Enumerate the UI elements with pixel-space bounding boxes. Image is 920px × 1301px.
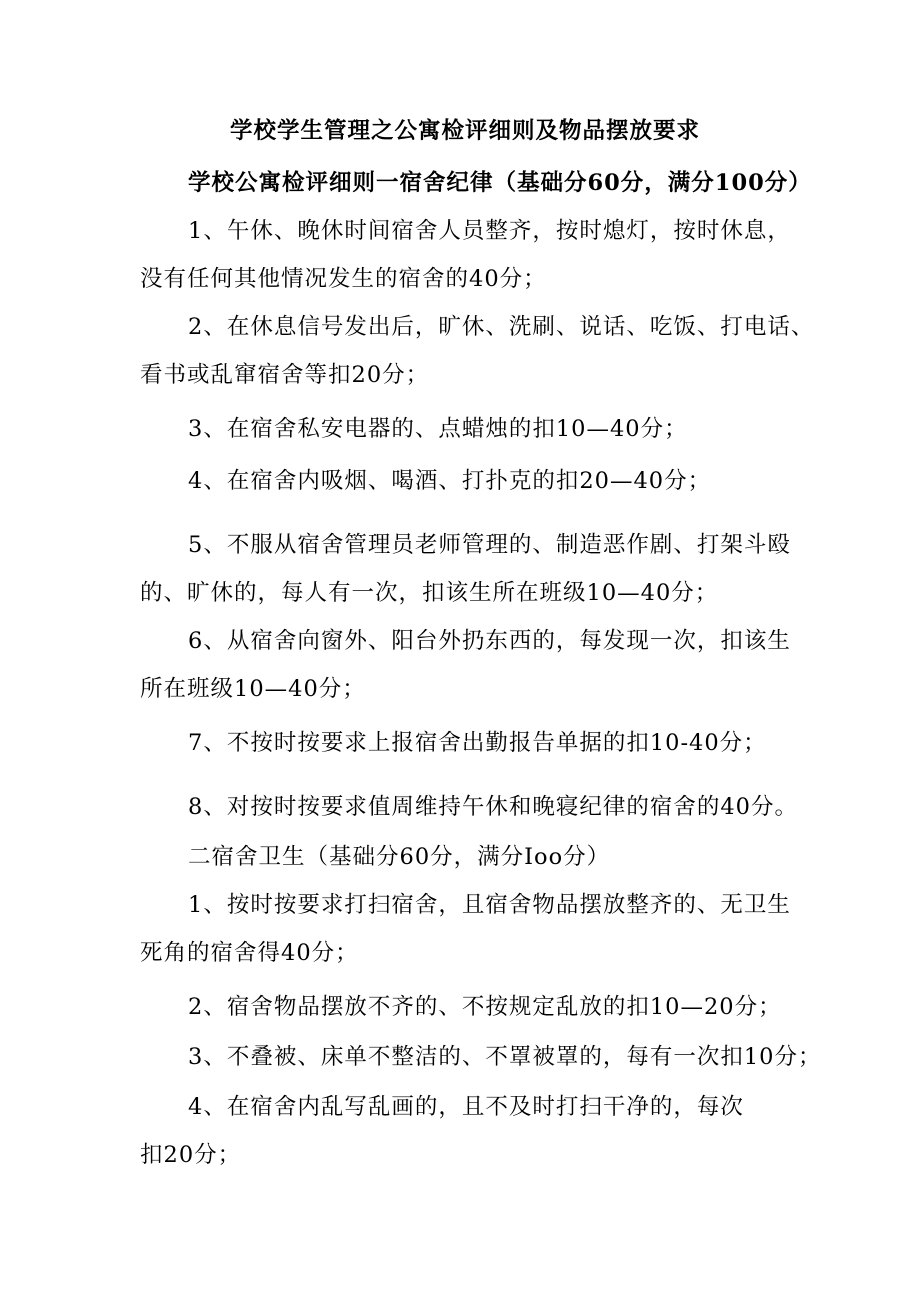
section2-item-1-line1: 1、按时按要求打扫宿舍，且宿舍物品摆放整齐的、无卫生 [188, 892, 791, 918]
section1-item-5-line2: 的、旷休的，每人有一次，扣该生所在班级10—40分； [140, 580, 719, 606]
section1-item-7: 7、不按时按要求上报宿舍出勤报告单据的扣10-40分； [188, 730, 767, 756]
section1-item-6-line1: 6、从宿舍向窗外、阳台外扔东西的，每发现一次，扣该生 [188, 628, 791, 654]
section1-item-1-line2: 没有任何其他情况发生的宿舍的40分； [140, 266, 547, 292]
section2-heading: 二宿舍卫生（基础分60分，满分Ioo分） [188, 844, 611, 870]
section2-item-4-line1: 4、在宿舍内乱写乱画的，且不及时打扫干净的，每次 [188, 1094, 744, 1120]
section1-item-2-line2: 看书或乱窜宿舍等扣20分； [140, 362, 430, 388]
section1-heading: 学校公寓检评细则一宿舍纪律（基础分60分，满分100分） [188, 170, 812, 196]
section1-item-4: 4、在宿舍内吸烟、喝酒、打扑克的扣20—40分； [188, 468, 712, 494]
section1-item-2-line1: 2、在休息信号发出后，旷休、洗刷、说话、吃饭、打电话、 [188, 314, 815, 340]
section2-item-3: 3、不叠被、床单不整洁的、不罩被罩的，每有一次扣10分； [188, 1044, 822, 1070]
document-title: 学校学生管理之公寓检评细则及物品摆放要求 [230, 118, 701, 144]
section1-item-1-line1: 1、午休、晚休时间宿舍人员整齐，按时熄灯，按时休息， [188, 218, 791, 244]
section1-item-5-line1: 5、不服从宿舍管理员老师管理的、制造恶作剧、打架斗殴 [188, 532, 791, 558]
section2-item-2: 2、宿舍物品摆放不齐的、不按规定乱放的扣10—20分； [188, 994, 782, 1020]
section1-item-8: 8、对按时按要求值周维持午休和晚寝纪律的宿舍的40分。 [188, 794, 798, 820]
section1-item-6-line2: 所在班级10—40分； [140, 676, 366, 702]
section1-item-3: 3、在宿舍私安电器的、点蜡烛的扣10—40分； [188, 416, 688, 442]
section2-item-4-line2: 扣20分； [140, 1142, 242, 1168]
section2-item-1-line2: 死角的宿舍得40分； [140, 940, 359, 966]
